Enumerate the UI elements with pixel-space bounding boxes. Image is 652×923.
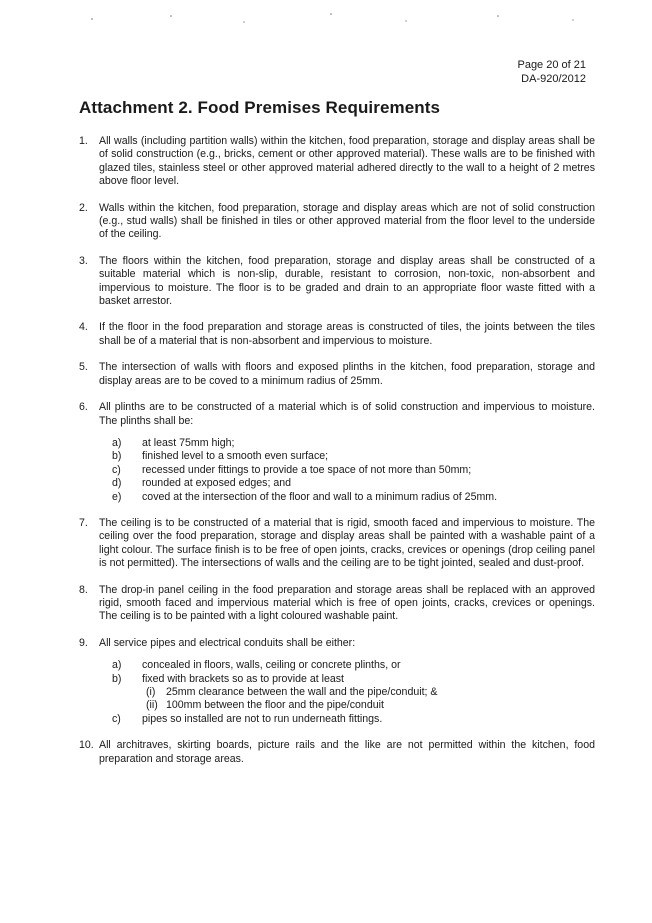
item-number: 10. (79, 739, 94, 752)
item-text: The ceiling is to be constructed of a material that is rigid, smooth faced and impervious to moisture. The ceiling over the food preparation, storage and display areas shall be painted with a washable paint of a light colour. The surface finish is to be free of open joints, cracks, crevices or openings (drop ceiling panel is not permitted). The intersections of walls and the ceiling are to be tight jointed, sealed and dust-proof. (99, 516, 595, 570)
item-number: 3. (79, 254, 88, 267)
list-item (79, 202, 595, 242)
plinth-sublist (99, 437, 595, 504)
sublist-text: finished level to a smooth even surface; (142, 450, 329, 463)
sublist-letter: d) (112, 477, 122, 490)
list-item (79, 321, 595, 348)
item-number: 7. (79, 516, 88, 529)
item-text: The intersection of walls with floors and exposed plinths in the kitchen, food preparation, storage and display areas are to be coved to a minimum radius of 25mm. (99, 361, 595, 387)
item-number: 9. (79, 636, 88, 649)
roman-numeral: (i) (146, 686, 156, 698)
item-number: 1. (79, 135, 88, 147)
scan-speck (243, 21, 244, 22)
roman-subitem (99, 686, 595, 699)
sublist-letter: c) (112, 712, 121, 725)
sublist-text: rounded at exposed edges; and (142, 477, 292, 490)
sublist-item (99, 464, 595, 477)
item-text: If the floor in the food preparation and storage areas is constructed of tiles, the joints between the tiles shall be of a material that is non-absorbent and impervious to moisture. (99, 321, 595, 347)
sublist-letter: e) (112, 490, 122, 503)
item-text: The drop-in panel ceiling in the food preparation and storage areas shall be replaced with an approved rigid, smooth faced and impervious material which is free of open joints, cracks, crevices or openings. The ceiling is to be painted with a light coloured washable paint. (99, 583, 595, 623)
sublist-text: concealed in floors, walls, ceiling or concrete plinths, or (142, 659, 401, 672)
scan-specks (0, 0, 652, 40)
item-body (99, 637, 595, 726)
scan-speck (405, 20, 406, 21)
sublist-item (99, 450, 595, 463)
list-item (79, 255, 595, 309)
roman-subitem (99, 699, 595, 712)
sublist-item (99, 477, 595, 490)
item-number: 6. (79, 401, 88, 414)
list-item (79, 517, 595, 571)
sublist-item (99, 437, 595, 450)
roman-text: 100mm between the floor and the pipe/conduit (166, 699, 384, 712)
requirements-list (79, 135, 595, 779)
scan-speck (330, 13, 332, 15)
sublist-letter: c) (112, 463, 121, 476)
item-body (99, 401, 595, 504)
list-item (79, 739, 595, 766)
page-title: Attachment 2. Food Premises Requirements (79, 98, 441, 117)
scan-speck (170, 15, 172, 17)
item-number: 5. (79, 361, 88, 374)
roman-text: 25mm clearance between the wall and the pipe/conduit; & (166, 686, 438, 698)
item-number: 2. (79, 201, 88, 214)
sublist-text: fixed with brackets so as to provide at least (142, 672, 344, 685)
sublist-text: pipes so installed are not to run underneath fittings. (142, 712, 383, 725)
item-text: All walls (including partition walls) within the kitchen, food preparation, storage and display areas shall be of solid construction (e.g., bricks, cement or other approved material). These walls are to be finished with glazed tiles, stainless steel or other approved material adhered directly to the wall to a height of 2 metres above floor level. (99, 135, 595, 188)
sublist-letter: b) (112, 450, 122, 463)
sublist-letter: a) (112, 659, 122, 672)
scan-speck (91, 18, 93, 20)
sublist-item (99, 659, 595, 672)
page-header (517, 58, 586, 86)
scan-speck (572, 19, 573, 20)
sublist-letter: a) (112, 436, 122, 449)
item-number: 4. (79, 321, 88, 334)
list-item (79, 401, 595, 504)
sublist-text: coved at the intersection of the floor and wall to a minimum radius of 25mm. (142, 490, 498, 503)
sublist-item (99, 673, 595, 686)
sublist-letter: b) (112, 672, 122, 685)
sublist-text: recessed under fittings to provide a toe space of not more than 50mm; (142, 463, 472, 476)
list-item (79, 637, 595, 726)
item-number: 8. (79, 583, 88, 596)
item-text: Walls within the kitchen, food preparation, storage and display areas which are not of solid construction (e.g., stud walls) shall be finished in tiles or other approved material from the floor level to the underside of the ceiling. (99, 201, 595, 241)
list-item (79, 135, 595, 189)
reference-number: DA-920/2012 (521, 73, 586, 85)
conduit-sublist (99, 659, 595, 726)
item-text: The floors within the kitchen, food preparation, storage and display areas shall be constructed of a suitable material which is non-slip, durable, resistant to corrosion, non-toxic, non-absorbent and impervious to moisture. The floor is to be graded and drain to an appropriate floor waste fitted with a basket arrestor. (99, 254, 595, 308)
item-text: All plinths are to be constructed of a material which is of solid construction and impervious to moisture. The plinths shall be: (99, 401, 595, 427)
list-item (79, 584, 595, 624)
sublist-item (99, 491, 595, 504)
scan-speck (497, 15, 499, 17)
item-text: All architraves, skirting boards, picture rails and the like are not permitted within the kitchen, food preparation and storage areas. (99, 739, 595, 765)
sublist-item (99, 713, 595, 726)
list-item (79, 361, 595, 388)
sublist-text: at least 75mm high; (142, 436, 235, 449)
item-text: All service pipes and electrical conduits shall be either: (99, 636, 356, 649)
roman-numeral: (ii) (146, 699, 158, 712)
page-number: Page 20 of 21 (517, 59, 586, 71)
